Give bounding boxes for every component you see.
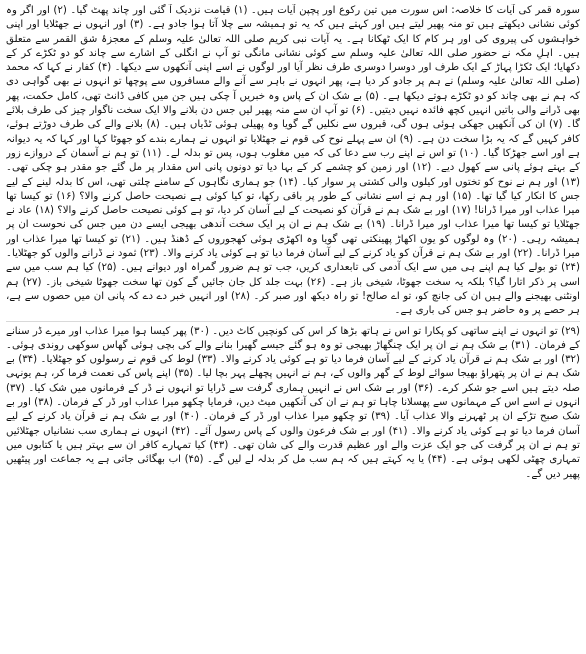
body-paragraph: سورہ قمر کی آیات کا خلاصہ: اس سورت میں تین رکوع اور پچپن آیات ہیں۔ (۱) قیامت نزدیک آ گئی اور چاند پھٹ گیا۔ (۲) اور اگر وہ کوئی نشانی دیکھتے ہیں تو منہ پھیر لیتے ہیں اور کہتے ہیں کہ یہ تو ہمیشہ سے چلا آتا ہوا جادو ہے۔ (۳) اور انہوں نے جھٹلایا اور اپنی خواہشوں کی پیروی کی اور ہر کام کا ایک ٹھکانا ہے۔ یہ آیات نبی کریم صلی اللہ تعالیٰ علیہ وسلم کے معجزۂ شق القمر سے متعلق ہیں۔ اہلِ مکہ نے حضور صلی اللہ تعالیٰ علیہ وسلم سے کوئی نشانی مانگی تو آپ نے انگلی کے اشارے سے چاند کو دو ٹکڑے کر کے دکھایا؛ ایک ٹکڑا پہاڑ کے ایک طرف اور دوسرا دوسری طرف نظر آیا اور لوگوں نے اسے اپنی آنکھوں سے دیکھا۔ (۴) کفار نے کہا کہ محمد (صلی اللہ تعالیٰ علیہ وسلم) نے ہم پر جادو کر دیا ہے، پھر انہوں نے باہر سے آنے والے مسافروں سے پوچھا تو انہوں نے بھی گواہی دی کہ ہم نے بھی چاند کو دو ٹکڑے ہوتے دیکھا ہے۔ (۵) بے شک ان کے پاس وہ خبریں آ چکی ہیں جن میں کافی ڈانٹ تھی، کامل حکمت، پھر بھی ڈرانے والی باتیں انہیں کچھ فائدہ نہیں دیتیں۔ (۶) تو آپ ان سے منہ پھیر لیں جس دن بلانے والا ایک سخت ناگوار چیز کی طرف بلائے گا۔ (۷) ان کی آنکھیں جھکی ہوئی ہوں گی، قبروں سے نکلیں گے گویا وہ پھیلی ہوئی ٹڈیاں ہیں۔ (۸) بلانے والے کی طرف دوڑتے ہوئے، کافر کہیں گے کہ یہ بڑا سخت دن ہے۔ (۹) ان سے پہلے نوح کی قوم نے جھٹلایا تو انہوں نے ہمارے بندے کو جھوٹا کہا اور کہا کہ یہ دیوانہ ہے اور اسے جھڑکا گیا۔ (۱۰) تو اس نے اپنے رب سے دعا کی کہ میں مغلوب ہوں، پس تو بدلہ لے۔ (۱۱) تو ہم نے آسمان کے دروازے زور کے بہتے ہوئے پانی سے کھول دیے۔ (۱۲) اور زمین کو چشمے کر کے بہا دیا تو دونوں پانی اس مقدار پر مل گئے جو مقدر ہو چکی تھی۔ (۱۳) اور ہم نے نوح کو تختوں اور کیلوں والی کشتی پر سوار کیا۔ (۱۴) جو ہماری نگاہوں کے سامنے چلتی تھی، اس کا بدلہ لینے کے لیے جس کا انکار کیا گیا تھا۔ (۱۵) اور ہم نے اسے نشانی کے طور پر باقی رکھا، تو کیا کوئی ہے نصیحت حاصل کرنے والا؟ (۱۶) تو کیسا تھا میرا عذاب اور میرا ڈرانا! (۱۷) اور بے شک ہم نے قرآن کو نصیحت کے لیے آسان کر دیا، تو ہے کوئی نصیحت حاصل کرنے والا؟ (۱۸) عاد نے جھٹلایا تو کیسا تھا میرا عذاب اور میرا ڈرانا۔ (۱۹) بے شک ہم نے ان پر ایک سخت آندھی بھیجی ایسے دن میں جس کی نحوست ان پر ہمیشہ رہی۔ (۲۰) وہ لوگوں کو یوں اکھاڑ پھینکتی تھی گویا وہ اکھڑی ہوئی کھجوروں کے ڈھنڈ ہیں۔ (۲۱) تو کیسا تھا میرا عذاب اور میرا ڈرانا۔ (۲۲) اور بے شک ہم نے قرآن کو یاد کرنے کے لیے آسان فرما دیا تو ہے کوئی یاد کرنے والا۔ (۲۳) ثمود نے ڈرانے والوں کو جھٹلایا۔ (۲۴) تو بولے کیا ہم اپنے ہی میں سے ایک آدمی کی تابعداری کریں، جب تو ہم ضرور گمراہ اور دیوانے ہیں۔ (۲۵) کیا ہم سب میں سے اسی پر ذکر اتارا گیا؟ بلکہ یہ سخت جھوٹا، شیخی باز ہے۔ (۲۶) بہت جلد کل جان جائیں گے کون تھا سخت جھوٹا شیخی باز۔ (۲۷) ہم اونٹنی بھیجنے والے ہیں ان کی جانچ کو، تو اے صالح! تو راہ دیکھ اور صبر کر۔ (۲۸) اور انہیں خبر دے دے کہ پانی ان میں حصوں سے ہے، ہر حصے پر وہ حاضر ہو جس کی باری ہے۔ bbox=[6, 5, 580, 317]
body-paragraph: (۲۹) تو انہوں نے اپنے ساتھی کو پکارا تو اس نے ہاتھ بڑھا کر اس کی کونچیں کاٹ دیں۔ (۳۰) پھر کیسا ہوا میرا عذاب اور میرے ڈر سنانے کے فرمان۔ (۳۱) بے شک ہم نے ان پر ایک چنگھاڑ بھیجی تو وہ ہو گئے جیسے گھیرا بنانے والے کی بچی ہوئی گھاس سوکھی روندی ہوئی۔ (۳۲) اور بے شک ہم نے قرآن یاد کرنے کے لیے آسان فرما دیا تو ہے کوئی یاد کرنے والا۔ (۳۳) لوط کی قوم نے رسولوں کو جھٹلایا۔ (۳۴) بے شک ہم نے ان پر پتھراؤ بھیجا سوائے لوط کے گھر والوں کے، ہم نے انہیں پچھلے پہر بچا لیا۔ (۳۵) اپنے پاس کی نعمت فرما کر، ہم یونہی صلہ دیتے ہیں اسے جو شکر کرے۔ (۳۶) اور بے شک اس نے انہیں ہماری گرفت سے ڈرایا تو انہوں نے ڈر کے فرمانوں میں شک کیا۔ (۳۷) انہوں نے اسے اس کے مہمانوں سے پھسلانا چاہا تو ہم نے ان کی آنکھیں میٹ دیں، فرمایا چکھو میرا عذاب اور ڈر کے فرمان۔ (۳۸) اور بے شک صبح تڑکے ان پر ٹھہرنے والا عذاب آیا۔ (۳۹) تو چکھو میرا عذاب اور ڈر کے فرمان۔ (۴۰) اور بے شک ہم نے قرآن یاد کرنے کے لیے آسان فرما دیا تو ہے کوئی یاد کرنے والا۔ (۴۱) اور بے شک فرعون والوں کے پاس رسول آئے۔ (۴۲) انہوں نے ہماری سب نشانیاں جھٹلائیں تو ہم نے ان پر گرفت کی جو ایک عزت والے اور عظیم قدرت والے کی شان تھی۔ (۴۳) کیا تمہارے کافر ان سے بہتر ہیں یا کتابوں میں تمہاری چھٹی لکھی ہوئی ہے۔ (۴۴) یا یہ کہتے ہیں کہ ہم سب مل کر بدلہ لے لیں گے۔ (۴۵) اب بھگائی جاتی ہے یہ جماعت اور پیٹھیں پھیر دیں گے۔ bbox=[6, 321, 580, 482]
document-page bbox=[6, 4, 580, 650]
